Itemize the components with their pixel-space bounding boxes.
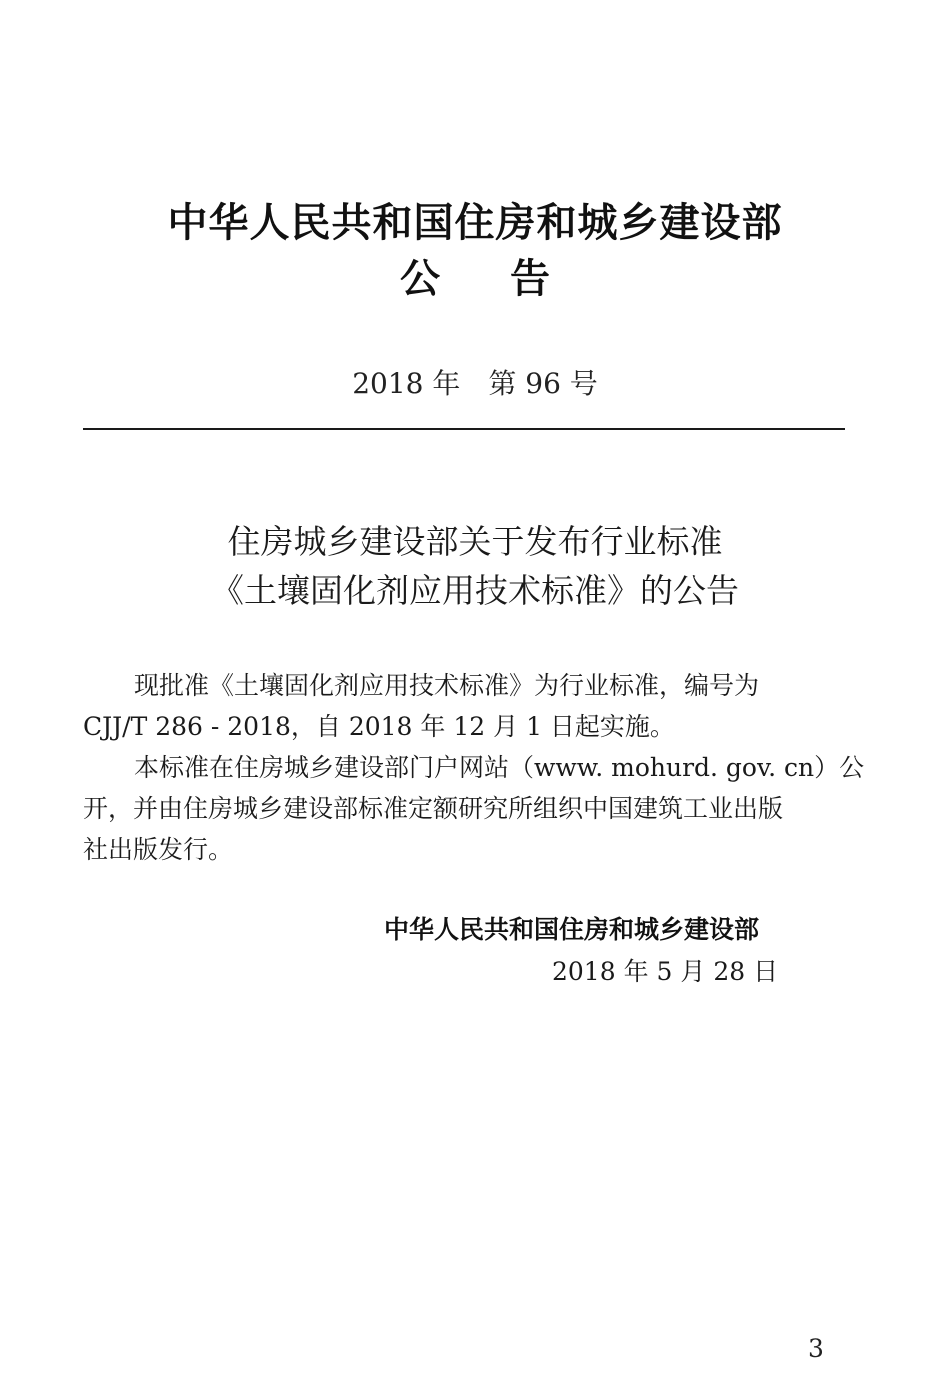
signature: 中华人民共和国住房和城乡建设部	[384, 915, 760, 944]
title-line-2: 《土壤固化剂应用技术标准》的公告	[211, 571, 739, 610]
issue-year: 2018 年	[352, 367, 461, 400]
para2-line2: 开，并由住房城乡建设部标准定额研究所组织中国建筑工业出版	[83, 794, 784, 823]
para1-line1: 现批准《土壤固化剂应用技术标准》为行业标准，编号为	[134, 671, 760, 700]
header-divider	[83, 428, 845, 430]
signature-date: 2018 年 5 月 28 日	[552, 957, 779, 986]
para1-line2: CJJ/T 286 - 2018，自 2018 年 12 月 1 日起实施。	[83, 712, 675, 741]
notice-char-1: 公	[400, 256, 440, 302]
para2-line3: 社出版发行。	[83, 835, 234, 864]
page-number: 3	[808, 1334, 824, 1363]
title-line-1: 住房城乡建设部关于发布行业标准	[227, 522, 723, 561]
issue-no: 第 96 号	[488, 367, 598, 400]
notice-char-2: 告	[510, 256, 550, 302]
para2-line1: 本标准在住房城乡建设部门户网站（www. mohurd. gov. cn）公	[134, 753, 865, 782]
notice-heading	[0, 252, 950, 306]
issuer-heading: 中华人民共和国住房和城乡建设部	[167, 200, 783, 246]
issue-number	[0, 364, 950, 404]
